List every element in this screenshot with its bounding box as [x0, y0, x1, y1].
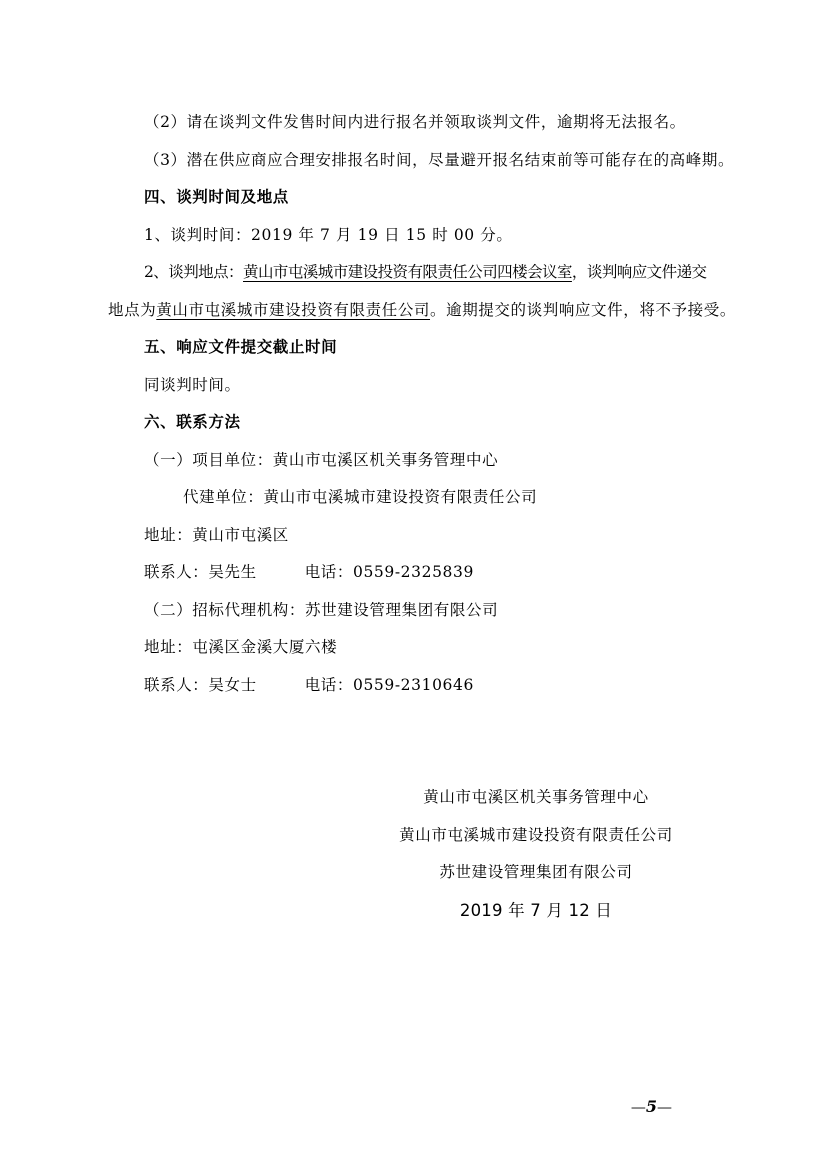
signature-org-3: 苏世建设管理集团有限公司	[439, 863, 633, 881]
page-number	[631, 1096, 672, 1118]
blank-line	[108, 704, 720, 742]
address-line-1: 地址：黄山市屯溪区	[144, 525, 289, 544]
place-mid: ，谈判响应文件递交	[571, 263, 707, 281]
signature-org-1: 黄山市屯溪区机关事务管理中心	[423, 788, 649, 806]
deadline-body: 同谈判时间。	[144, 375, 241, 394]
signature-org-2: 黄山市屯溪城市建设投资有限责任公司	[399, 825, 673, 844]
section-heading-5: 五、响应文件提交截止时间	[144, 338, 338, 356]
section-heading-4: 四、谈判时间及地点	[144, 188, 289, 206]
submit-place-prefix: 地点为	[108, 300, 157, 319]
place-prefix: 2、谈判地点：	[144, 263, 244, 281]
contact-line-1	[108, 554, 720, 592]
venue-underlined-text: 黄山市屯溪城市建设投资有限责任公司四楼会议室	[243, 263, 572, 281]
contact-phone-2: 电话：0559-2310646	[304, 675, 474, 694]
place-suffix: 。逾期提交的谈判响应文件，将不予接受。	[430, 300, 736, 319]
document-body	[108, 104, 736, 929]
agent-unit-line: 代建单位：黄山市屯溪城市建设投资有限责任公司	[183, 488, 538, 506]
project-unit-line: （一）项目单位：黄山市屯溪区机关事务管理中心	[144, 450, 499, 469]
signature-date: 2019 年 7 月 12 日	[459, 900, 613, 920]
page-number-value: 5	[645, 1097, 657, 1116]
note-item-3: （3）潜在供应商应合理安排报名时间，尽量避开报名结束前等可能存在的高峰期。	[144, 150, 735, 169]
contact-name-1: 联系人：吴先生	[144, 563, 257, 581]
note-item-2: （2）请在谈判文件发售时间内进行报名并领取谈判文件，逾期将无法报名。	[144, 113, 686, 131]
page-number-dash-right: —	[657, 1098, 672, 1116]
negotiation-place-line-2	[108, 292, 736, 330]
address-line-2: 地址：屯溪区金溪大厦六楼	[144, 638, 338, 656]
contact-line-2	[108, 667, 720, 705]
page-number-dash-left: —	[630, 1098, 646, 1116]
negotiation-time-line: 1、谈判时间：2019 年 7 月 19 日 15 时 00 分。	[144, 225, 513, 244]
section-heading-6: 六、联系方法	[144, 413, 241, 431]
contact-phone-1: 电话：0559-2325839	[304, 563, 474, 581]
submit-place-underlined-text: 黄山市屯溪城市建设投资有限责任公司	[156, 300, 431, 319]
contact-name-2: 联系人：吴女士	[144, 675, 257, 694]
negotiation-place-line-1	[108, 254, 720, 292]
agency-line: （二）招标代理机构：苏世建设管理集团有限公司	[144, 600, 499, 619]
blank-line	[108, 742, 720, 780]
